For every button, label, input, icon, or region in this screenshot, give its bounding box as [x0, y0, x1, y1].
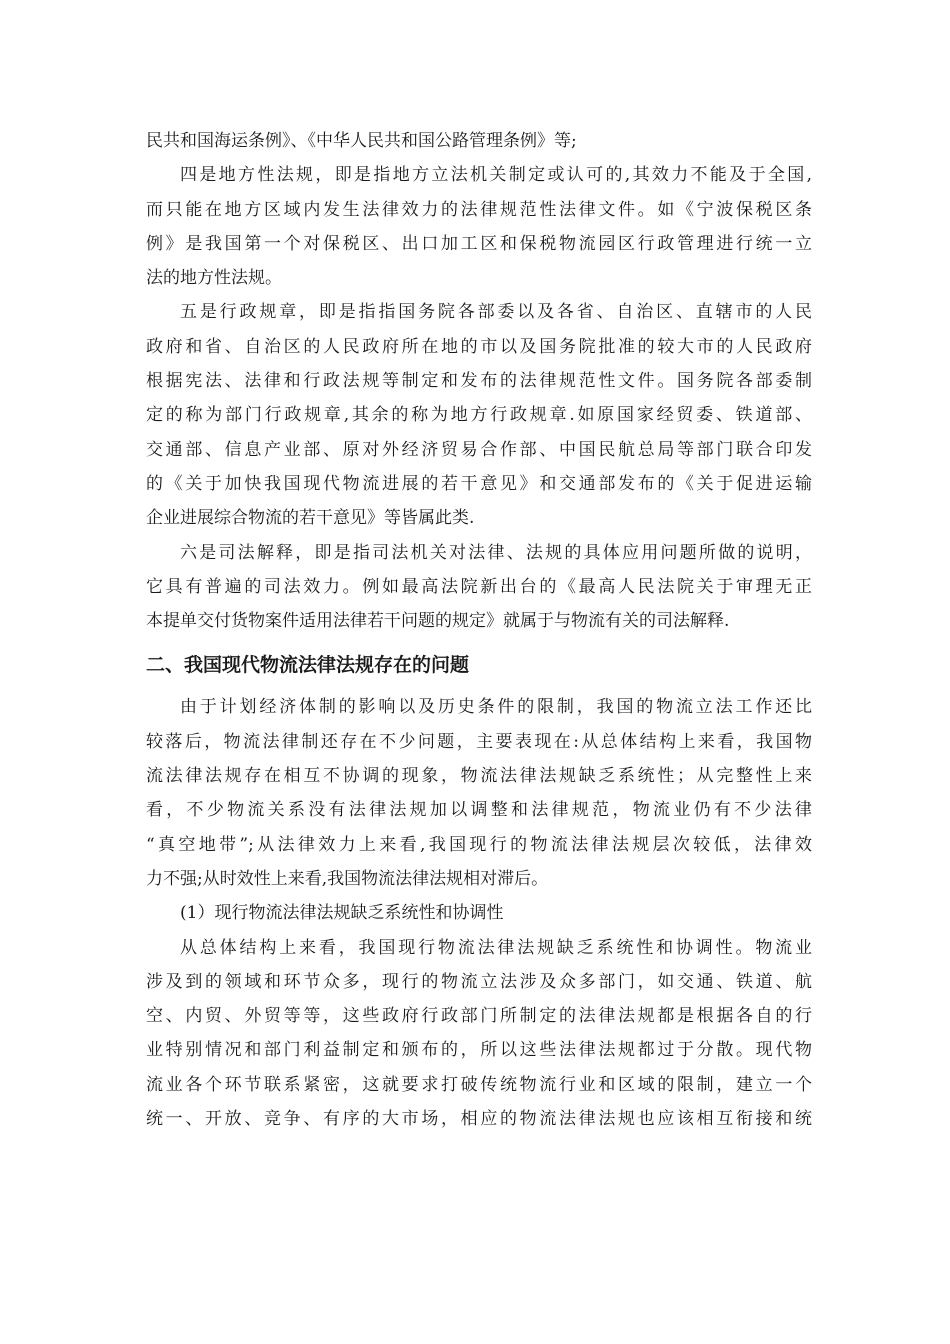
text-line: 力不强;从时效性上来看,我国物流法律法规相对滞后。 [146, 868, 549, 889]
paragraph-local-regulations [146, 158, 812, 295]
text-line: 四是地方性法规，即是指地方立法机关制定或认可的,其效力不能及于全国, [180, 165, 812, 186]
text-line: 空、内贸、外贸等等，这些政府行政部门所制定的法律法规都是根据各自的行 [146, 1006, 812, 1027]
paragraph-lack-of-system [146, 931, 812, 1137]
text-line: 六是司法解释，即是指司法机关对法律、法规的具体应用问题所做的说明， [180, 542, 812, 563]
text-line: 看，不少物流关系没有法律法规加以调整和法律规范，物流业仍有不少法律 [146, 800, 812, 821]
text-line: 政府和省、自治区的人民政府所在地的市以及国务院批准的较大市的人民政府 [146, 336, 812, 357]
text-line: 例》是我国第一个对保税区、出口加工区和保税物流园区行政管理进行统一立 [146, 233, 812, 254]
text-line: 交通部、信息产业部、原对外经济贸易合作部、中国民航总局等部门联合印发 [146, 439, 812, 460]
paragraph-judicial-interpretation [146, 536, 812, 639]
text-line: 本提单交付货物案件适用法律若干问题的规定》就属于与物流有关的司法解释. [146, 611, 730, 632]
text-line: 的《关于加快我国现代物流进展的若干意见》和交通部发布的《关于促进运输 [146, 473, 812, 494]
text-line: 企业进展综合物流的若干意见》等皆属此类. [146, 508, 475, 529]
text-line: 而只能在地方区域内发生法律效力的法律规范性法律文件。如《宁波保税区条 [146, 199, 812, 220]
text-line: 业特别情况和部门利益制定和颁布的，所以这些法律法规都过于分散。现代物 [146, 1040, 812, 1061]
text-line: 涉及到的领域和环节众多，现行的物流立法涉及众多部门，如交通、铁道、航 [146, 971, 812, 992]
document-page [146, 124, 812, 1136]
text-line: 从总体结构上来看，我国现行物流法律法规缺乏系统性和协调性。物流业 [180, 937, 812, 958]
text-line: 流法律法规存在相互不协调的现象，物流法律法规缺乏系统性；从完整性上来 [146, 766, 812, 787]
subsection-heading: (1）现行物流法律法规缺乏系统性和协调性 [180, 903, 504, 924]
paragraph-section-1-tail [146, 124, 812, 158]
text-line: 较落后，物流法律制还存在不少问题，主要表现在:从总体结构上来看，我国物 [146, 731, 812, 752]
text-line: 它具有普遍的司法效力。例如最高法院新出台的《最高人民法院关于审理无正 [146, 576, 812, 597]
text-line: 民共和国海运条例》、《中华人民共和国公路管理条例》等; [146, 131, 577, 151]
text-line: 根据宪法、法律和行政法规等制定和发布的法律规范性文件。国务院各部委制 [146, 371, 812, 392]
section-heading: 二、我国现代物流法律法规存在的问题 [146, 654, 470, 677]
paragraph-administrative-rules [146, 295, 812, 535]
text-line: 统一、开放、竞争、有序的大市场，相应的物流法律法规也应该相互衔接和统 [146, 1109, 812, 1130]
text-line: 由于计划经济体制的影响以及历史条件的限制，我国的物流立法工作还比 [180, 697, 812, 718]
paragraph-problems-overview [146, 690, 812, 896]
text-line: “真空地带”;从法律效力上来看,我国现行的物流法律法规层次较低，法律效 [146, 834, 812, 855]
text-line: 定的称为部门行政规章,其余的称为地方行政规章.如原国家经贸委、铁道部、 [146, 405, 812, 426]
text-line: 五是行政规章，即是指指国务院各部委以及各省、自治区、直辖市的人民 [180, 302, 812, 323]
text-line: 流业各个环节联系紧密，这就要求打破传统物流行业和区域的限制，建立一个 [146, 1074, 812, 1095]
text-line: 法的地方性法规。 [146, 268, 282, 289]
